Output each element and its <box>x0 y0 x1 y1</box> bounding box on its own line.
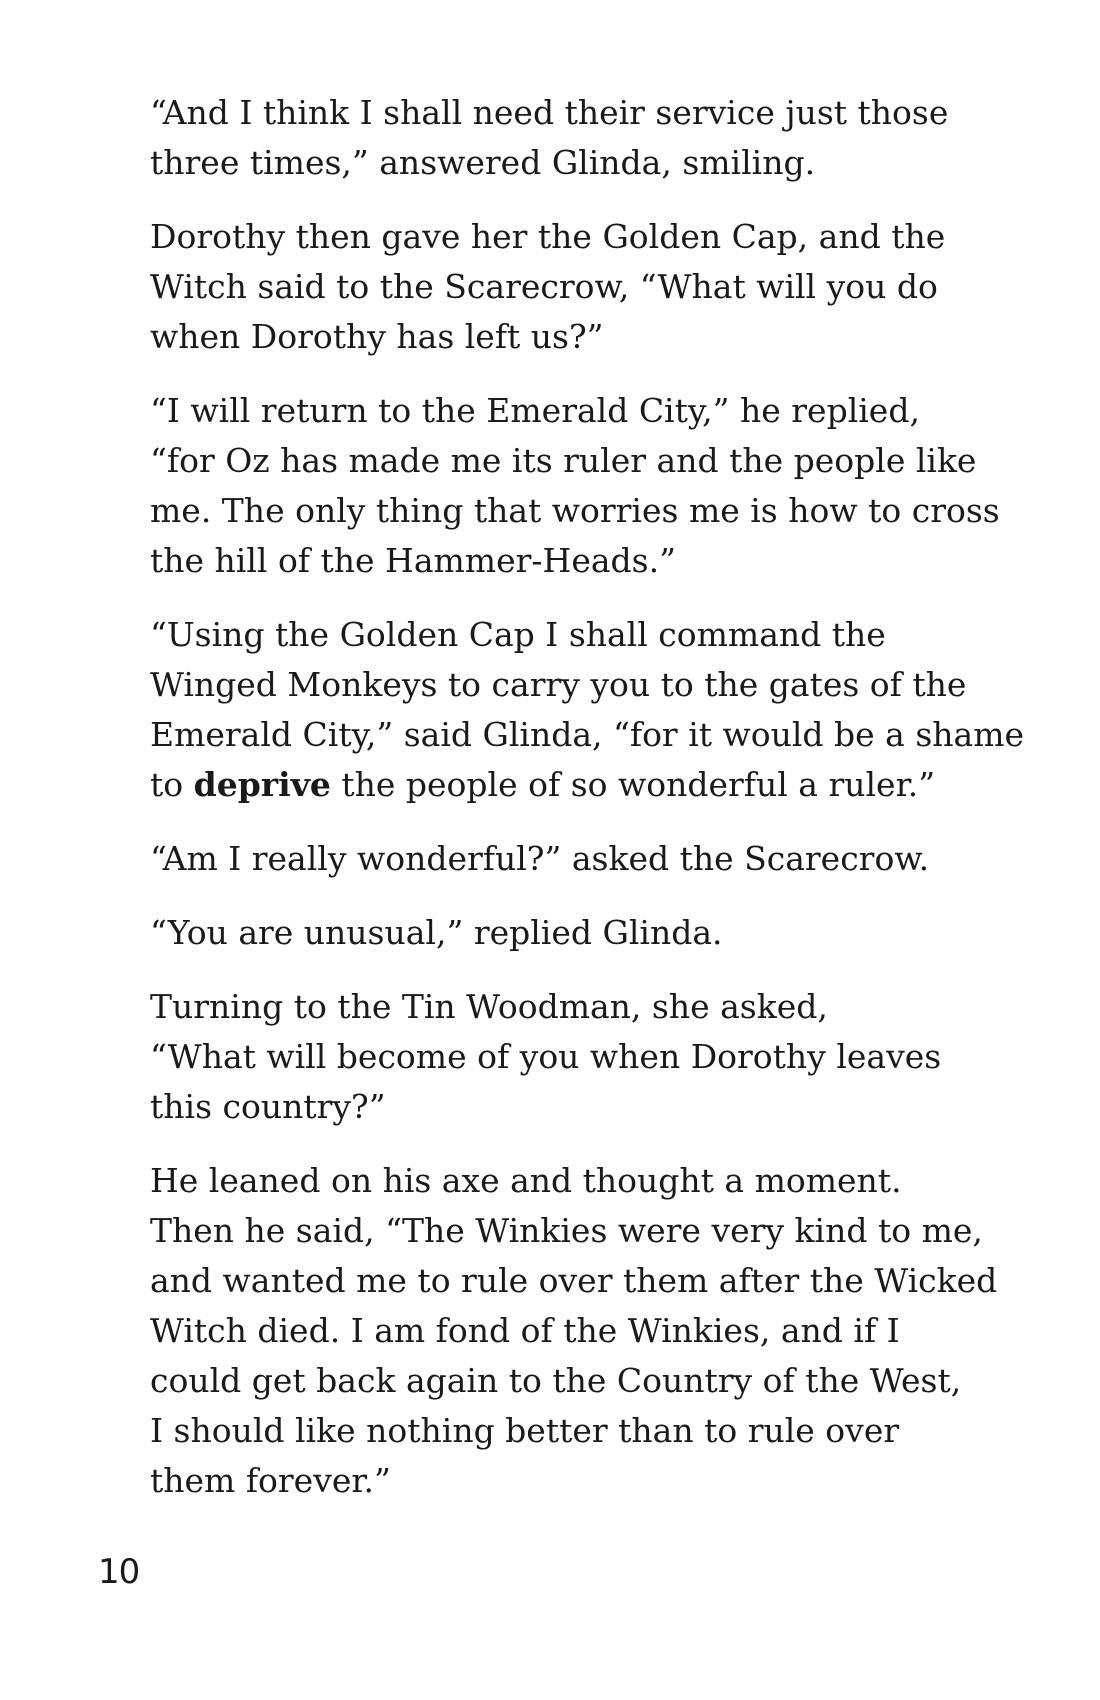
paragraph-3 <box>100 386 1000 586</box>
text-line: Emerald City,” said Glinda, “for it would be a shame <box>150 715 1025 754</box>
text-line: when Dorothy has left us?” <box>150 317 604 356</box>
paragraph-1 <box>100 88 949 188</box>
text-line: “Using the Golden Cap I shall command the <box>150 615 886 654</box>
paragraph-5 <box>100 834 930 884</box>
text-line: Winged Monkeys to carry you to the gates of the <box>150 665 967 704</box>
text-line: me. The only thing that worries me is how to cross <box>150 491 1000 530</box>
text-line: I should like nothing better than to rule over <box>150 1411 900 1450</box>
paragraph-7 <box>100 982 942 1132</box>
paragraph-6 <box>100 908 930 958</box>
text-line: Then he said, “The Winkies were very kind to me, <box>150 1211 983 1250</box>
text-line: them forever.” <box>150 1461 391 1500</box>
text-line: could get back again to the Country of the West, <box>150 1361 962 1400</box>
text-line: Dorothy then gave her the Golden Cap, and the <box>150 217 946 256</box>
text-line: Witch said to the Scarecrow, “What will you do <box>150 267 938 306</box>
paragraph-2 <box>100 212 946 362</box>
text-line: “What will become of you when Dorothy leaves <box>150 1037 942 1076</box>
text-line: Turning to the Tin Woodman, she asked, <box>150 987 828 1026</box>
text-line: the hill of the Hammer-Heads.” <box>150 541 676 580</box>
text-line: “You are unusual,” replied Glinda. <box>150 913 723 952</box>
text-segment: the people of so wonderful a ruler.” <box>330 765 936 804</box>
text-line: “Am I really wonderful?” asked the Scarecrow. <box>150 839 930 878</box>
page-number: 10 <box>98 1552 140 1592</box>
text-line: Witch died. I am fond of the Winkies, and if I <box>150 1311 900 1350</box>
text-line: this country?” <box>150 1087 386 1126</box>
text-line: “for Oz has made me its ruler and the people like <box>150 441 977 480</box>
text-line: “And I think I shall need their service just those <box>150 93 949 132</box>
paragraph-4 <box>100 610 1025 810</box>
text-line: three times,” answered Glinda, smiling. <box>150 143 816 182</box>
paragraph-8 <box>100 1156 998 1506</box>
text-line-with-vocabulary <box>100 760 936 810</box>
text-line: “I will return to the Emerald City,” he replied, <box>150 391 920 430</box>
text-line: and wanted me to rule over them after the Wicked <box>150 1261 998 1300</box>
text-line: He leaned on his axe and thought a moment. <box>150 1161 902 1200</box>
text-segment: to <box>150 765 194 804</box>
vocabulary-word: deprive <box>193 765 331 804</box>
body-text <box>100 88 1025 1530</box>
